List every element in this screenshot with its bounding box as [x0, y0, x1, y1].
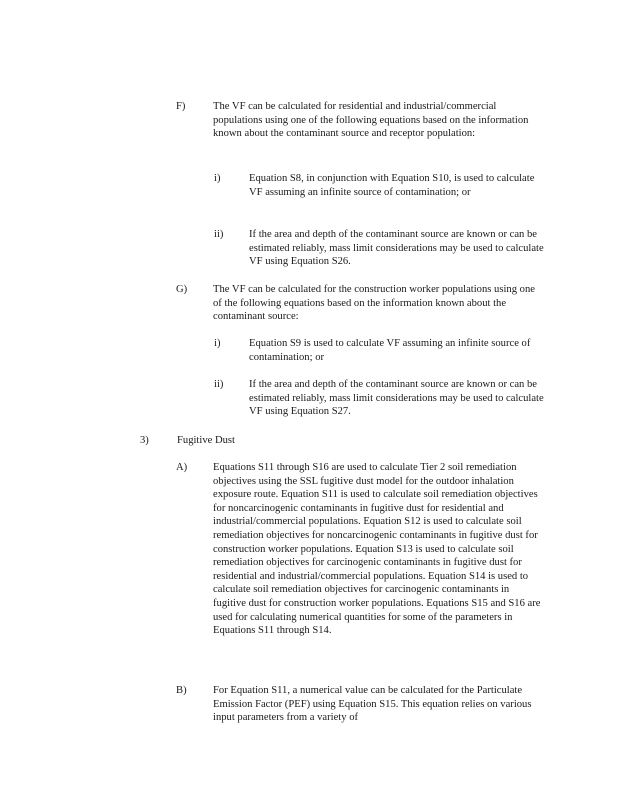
- section-3-number: 3): [140, 435, 149, 446]
- item-f-sub-2-text: If the area and depth of the contaminant source are known or can be estimated reliably, mass limit considerations may be used to calculate VF using Equation S26.: [249, 229, 544, 268]
- item-f-sub-1-text: Equation S8, in conjunction with Equation S10, is used to calculate VF assuming an infinite source of contamination; or: [249, 173, 535, 198]
- item-b-text: For Equation S11, a numerical value can be calculated for the Particulate Emission Factor (PEF) using Equation S15. This equation relies on various input parameters from a variety of: [213, 685, 532, 724]
- item-f-sub-2-label: ii): [214, 229, 224, 240]
- item-a-label: A): [176, 462, 188, 473]
- item-g-label: G): [176, 284, 188, 295]
- item-g-text: The VF can be calculated for the construction worker populations using one of the following equations based on the information known about the contaminant source:: [213, 284, 535, 323]
- item-b-label: B): [176, 685, 187, 696]
- item-g-sub-2-label: ii): [214, 379, 224, 390]
- item-g-sub-1-label: i): [214, 338, 221, 349]
- item-a-text: Equations S11 through S16 are used to calculate Tier 2 soil remediation objectives using the SSL fugitive dust model for the outdoor inhalation exposure route. Equation S11 is used to calculate soil remediation objectives for noncarcinogenic contaminants in fugitive dust for residential and industrial/commercial populations. Equation S12 is used to calculate soil remediation objectives for noncarcinogenic contaminants in fugitive dust for construction worker populations. Equation S13 is used to calculate soil remediation objectives for carcinogenic contaminants in fugitive dust for residential and industrial/commercial populations. Equation S14 is used to calculate soil remediation objectives for carcinogenic contaminants in fugitive dust for construction worker populations. Equations S15 and S16 are used for calculating numerical quantities for some of the parameters in Equations S11 through S14.: [213, 462, 541, 637]
- section-3-heading: Fugitive Dust: [177, 435, 235, 446]
- item-g-sub-2-text: If the area and depth of the contaminant source are known or can be estimated reliably, mass limit considerations may be used to calculate VF using Equation S27.: [249, 379, 544, 418]
- item-f-sub-1-label: i): [214, 173, 221, 184]
- item-f-label: F): [176, 101, 186, 112]
- item-g-sub-1-text: Equation S9 is used to calculate VF assuming an infinite source of contamination; or: [249, 338, 531, 363]
- item-f-text: The VF can be calculated for residential and industrial/commercial populations using one of the following equations based on the information known about the contaminant source and receptor population:: [213, 101, 529, 140]
